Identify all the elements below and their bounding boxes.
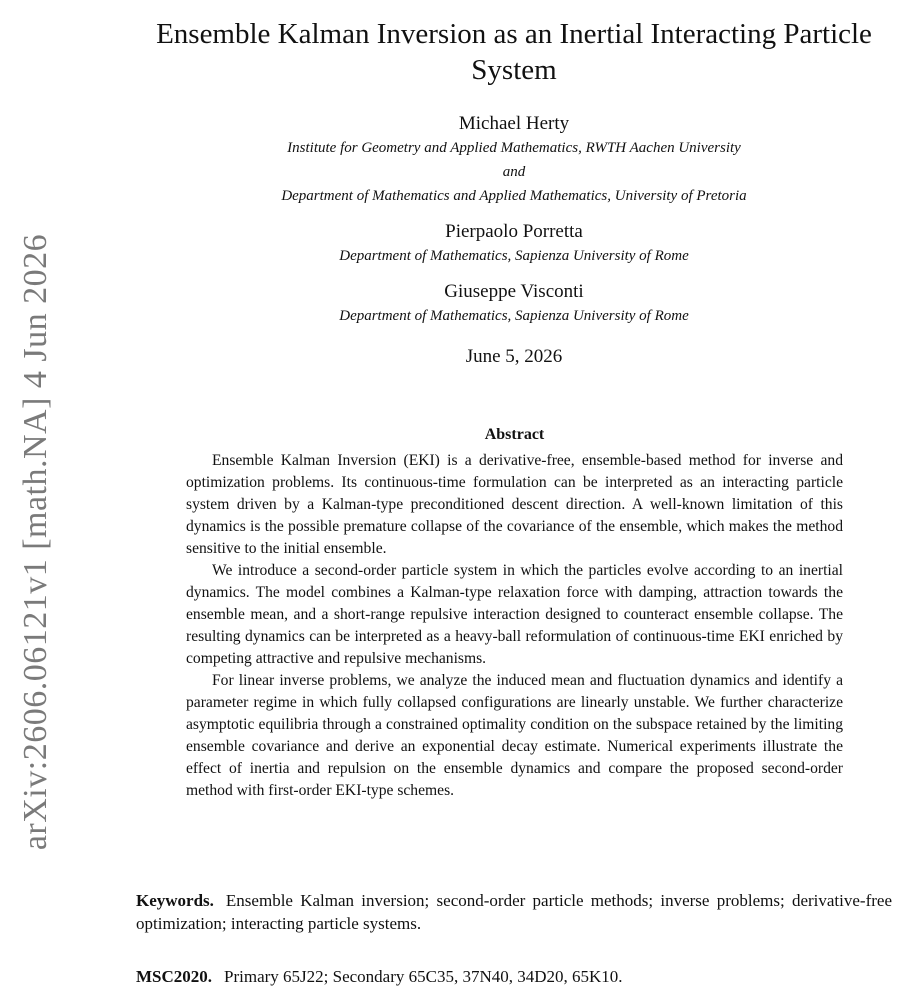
paper-first-page — [136, 0, 892, 1000]
msc-text: Primary 65J22; Secondary 65C35, 37N40, 34D20, 65K10. — [224, 967, 623, 986]
paper-date: June 5, 2026 — [465, 346, 563, 367]
author-affiliation: Department of Mathematics, Sapienza University of Rome — [339, 308, 689, 324]
paper-title-line-1: Ensemble Kalman Inversion as an Inertial Interacting Particle — [156, 18, 872, 50]
abstract-paragraph: We introduce a second-order particle system in which the particles evolve according to an inertial dynamics. The model combines a Kalman-type relaxation force with damping, attraction towards the ensemble mean, and a short-range repulsive interaction designed to counteract ensemble collapse. The resulting dynamics can be interpreted as a heavy-ball reformulation of continuous-time EKI enriched by competing attractive and repulsive mechanisms. — [186, 562, 843, 667]
msc-label: MSC2020. — [136, 967, 213, 986]
author-name: Pierpaolo Porretta — [445, 221, 583, 242]
paper-title-line-2: System — [471, 54, 557, 86]
keywords-text: Ensemble Kalman inversion; second-order particle methods; inverse problems; derivative-free optimization; interacting particle systems. — [136, 891, 892, 933]
keywords-label: Keywords. — [136, 891, 214, 910]
author-name: Giuseppe Visconti — [444, 281, 584, 302]
abstract-paragraph: For linear inverse problems, we analyze the induced mean and fluctuation dynamics and identify a parameter regime in which fully collapsed configurations are linearly unstable. We further characterize asymptotic equilibria through a constrained optimality condition on the subspace retained by the limiting ensemble covariance and derive an exponential decay estimate. Numerical experiments illustrate the effect of inertia and repulsion on the ensemble dynamics and compare the proposed second-order method with first-order EKI-type schemes. — [186, 672, 843, 799]
author-block-herty — [136, 112, 892, 208]
keywords-section — [136, 889, 892, 935]
abstract-section — [186, 426, 843, 802]
author-name: Michael Herty — [458, 113, 570, 134]
paper-title — [136, 16, 892, 88]
arxiv-identifier-text: arXiv:2606.06121v1 [math.NA] 4 Jun 2026 — [17, 233, 54, 851]
author-affiliation: Department of Mathematics and Applied Mathematics, University of Pretoria — [281, 188, 747, 204]
msc-section — [136, 965, 892, 988]
author-block-visconti — [136, 280, 892, 328]
author-block-porretta — [136, 220, 892, 268]
author-affiliation-conjunction: and — [502, 164, 526, 180]
author-affiliation: Department of Mathematics, Sapienza University of Rome — [339, 248, 689, 264]
abstract-heading: Abstract — [484, 426, 545, 443]
abstract-paragraph: Ensemble Kalman Inversion (EKI) is a derivative-free, ensemble-based method for inverse and optimization problems. Its continuous-time formulation can be interpreted as an interacting particle system driven by a Kalman-type preconditioned descent direction. A well-known limitation of this dynamics is the possible premature collapse of the covariance of the ensemble, which makes the method sensitive to the initial ensemble. — [186, 452, 843, 557]
author-affiliation: Institute for Geometry and Applied Mathematics, RWTH Aachen University — [287, 140, 741, 156]
